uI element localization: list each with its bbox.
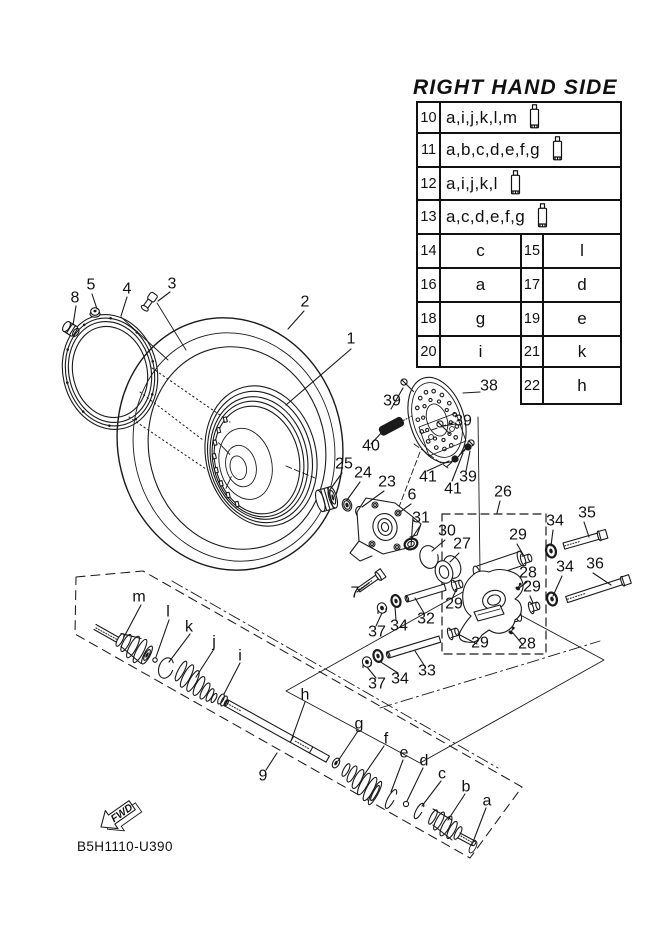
callout-41: 41 — [444, 480, 462, 498]
row-items: a,i,j,k,l — [446, 173, 498, 193]
row-items: a,i,j,k,l,m — [446, 107, 518, 127]
page-title: RIGHT HAND SIDE — [413, 76, 618, 99]
row-number: 11 — [418, 134, 441, 166]
part-code: B5H1110-U390 — [77, 839, 173, 854]
row-number: 17 — [522, 269, 544, 301]
callout-4: 4 — [122, 280, 132, 298]
grease-tube-icon — [550, 136, 565, 164]
callout-29: 29 — [471, 634, 489, 652]
callout-39: 39 — [459, 468, 477, 486]
row-number: 16 — [418, 269, 441, 301]
callout-h: h — [300, 686, 310, 704]
callout-23: 23 — [378, 473, 396, 491]
row-items: a,c,d,e,f,g — [446, 207, 526, 226]
callout-l: l — [166, 603, 170, 621]
table-row-22 — [520, 366, 622, 405]
pivot-bolt-35 — [562, 529, 608, 551]
callout-k: k — [185, 618, 193, 636]
table-row — [418, 166, 620, 199]
table-row — [418, 267, 620, 301]
table-row — [418, 233, 620, 267]
axle-cap — [314, 486, 340, 513]
callout-39: 39 — [454, 412, 472, 430]
boot-j — [173, 660, 218, 703]
boot-f — [341, 763, 384, 806]
callout-39: 39 — [383, 392, 401, 410]
callout-37: 37 — [368, 675, 386, 693]
rear-knuckle — [459, 550, 526, 642]
row-value: i — [441, 337, 522, 366]
row-number: 14 — [418, 235, 441, 267]
callout-e: e — [399, 744, 409, 762]
wheel-rim — [190, 374, 331, 538]
driveshaft-plane-outline — [75, 571, 522, 858]
callout-35: 35 — [578, 504, 596, 522]
callout-30: 30 — [438, 522, 456, 540]
callout-29: 29 — [509, 526, 527, 544]
swingarm-plane-outline — [286, 588, 604, 763]
row-items: a,b,c,d,e,f,g — [446, 140, 541, 159]
callout-g: g — [354, 715, 364, 733]
pivot-shaft-33 — [386, 636, 441, 658]
cv-joint-m — [94, 625, 154, 666]
row-value: l — [580, 241, 584, 260]
row-value: g — [441, 303, 522, 335]
callout-a: a — [482, 792, 492, 810]
grease-tube-icon — [508, 170, 523, 198]
drive-shaft-assembly — [94, 625, 479, 855]
callout-37: 37 — [368, 623, 386, 641]
row-number: 20 — [418, 337, 441, 366]
callout-28: 28 — [518, 635, 536, 653]
callout-2: 2 — [300, 293, 310, 311]
row-number: 19 — [522, 303, 544, 335]
callout-32: 32 — [417, 610, 435, 628]
clip-l — [153, 658, 157, 662]
pivot-bolt-36 — [565, 574, 631, 604]
row-number: 15 — [522, 235, 544, 267]
callout-38: 38 — [480, 377, 498, 395]
callout-34: 34 — [391, 670, 409, 688]
callout-d: d — [419, 752, 429, 770]
brake-pad-40 — [378, 411, 414, 436]
boot-clamp-k — [156, 656, 176, 681]
callout-36: 36 — [586, 555, 604, 573]
grease-tube-icon — [527, 104, 542, 132]
row-value: k — [577, 341, 587, 361]
wheel-hub — [350, 498, 421, 561]
callout-31: 31 — [412, 509, 430, 527]
callout-c: c — [438, 765, 446, 783]
grease-tube-icon — [535, 203, 550, 231]
callout-j: j — [212, 633, 216, 651]
callout-26: 26 — [494, 483, 512, 501]
callout-34: 34 — [546, 512, 564, 530]
callout-1: 1 — [346, 330, 356, 348]
callout-6: 6 — [407, 486, 417, 504]
pivot-shaft-32 — [404, 584, 446, 602]
row-value: h — [577, 375, 587, 395]
table-row — [418, 132, 620, 166]
row-number: 22 — [522, 368, 544, 403]
callout-24: 24 — [354, 464, 372, 482]
callout-25: 25 — [335, 455, 353, 473]
callout-28: 28 — [519, 564, 537, 582]
row-number: 12 — [418, 168, 441, 199]
callout-i: i — [238, 647, 242, 665]
callout-5: 5 — [86, 276, 96, 294]
fwd-label: FWD — [108, 801, 136, 826]
callout-27: 27 — [453, 535, 471, 553]
row-value: d — [577, 275, 587, 294]
snap-ring-c — [412, 802, 425, 820]
callout-29: 29 — [523, 578, 541, 596]
callout-m: m — [132, 588, 146, 606]
valve-stem — [140, 292, 158, 313]
callout-b: b — [461, 778, 471, 796]
callout-3: 3 — [167, 275, 177, 293]
callout-7: 7 — [350, 584, 360, 602]
callout-40: 40 — [362, 437, 380, 455]
callout-29: 29 — [445, 595, 463, 613]
callout-34: 34 — [390, 617, 408, 635]
reference-table — [416, 101, 622, 368]
row-number: 10 — [418, 103, 441, 132]
row-number: 13 — [418, 201, 441, 233]
callout-8: 8 — [70, 289, 80, 307]
hub-bolt-7 — [356, 569, 386, 594]
table-row — [418, 103, 620, 132]
row-value: c — [441, 235, 522, 267]
fwd-arrow — [95, 794, 145, 841]
clip-d — [403, 801, 408, 806]
axle-shaft-h — [223, 699, 329, 762]
table-row — [418, 301, 620, 335]
row-number: 18 — [418, 303, 441, 335]
row-number: 21 — [522, 337, 544, 366]
row-value: a — [441, 269, 522, 301]
callout-f: f — [383, 730, 389, 748]
table-row — [418, 335, 620, 366]
callout-33: 33 — [418, 662, 436, 680]
valve-nut — [90, 308, 100, 317]
callout-34: 34 — [556, 558, 574, 576]
callout-41: 41 — [419, 468, 437, 486]
table-row — [418, 199, 620, 233]
row-value: e — [577, 309, 587, 328]
callout-9: 9 — [258, 767, 268, 785]
